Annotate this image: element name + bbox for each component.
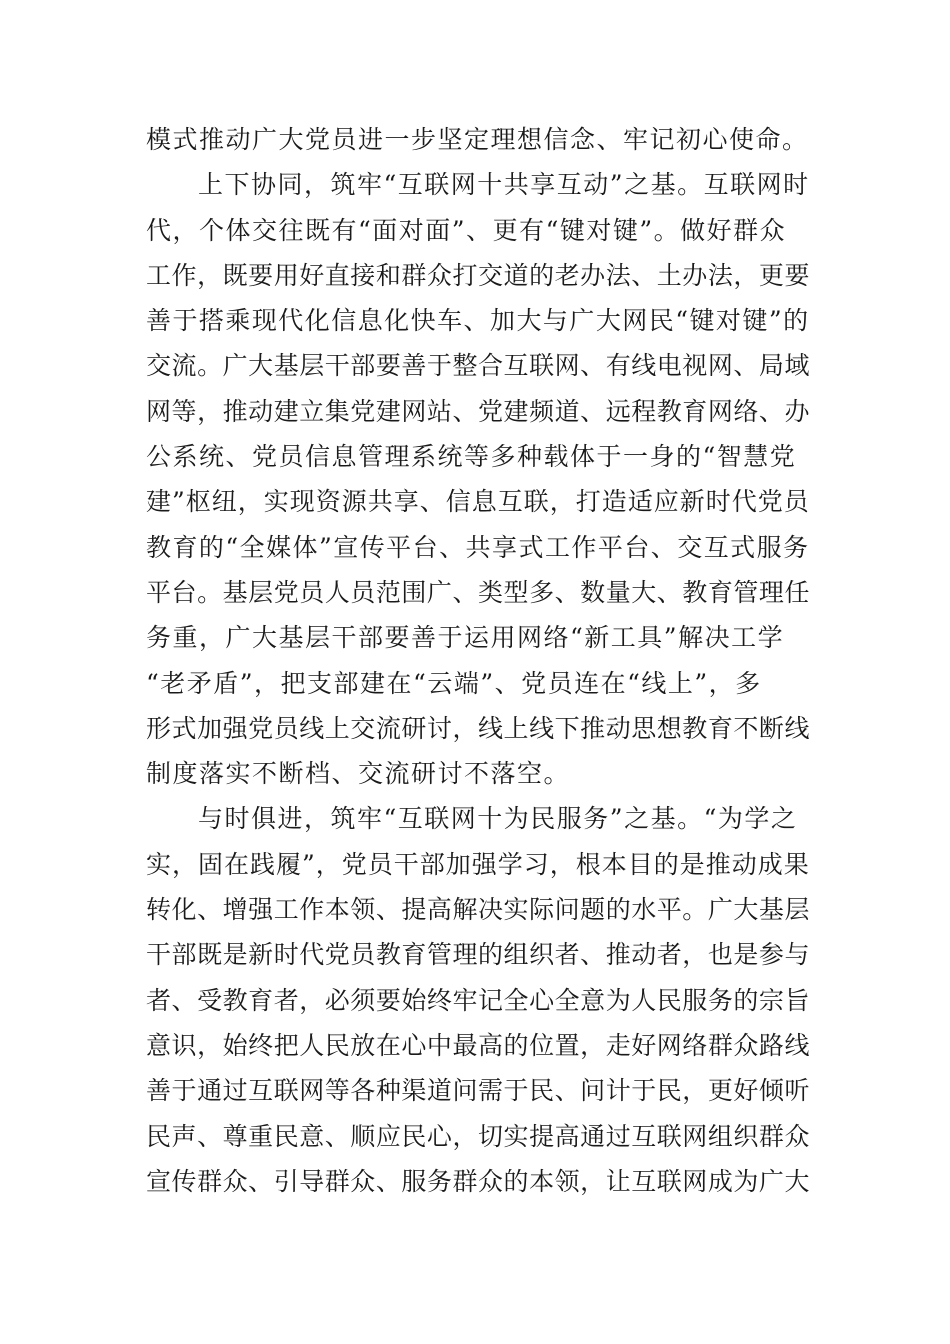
text-line: 模式推动广大党员进一步坚定理想信念、牢记初心使命。 — [146, 125, 809, 154]
body-text — [146, 117, 810, 1204]
text-line: 者、受教育者，必须要始终牢记全心全意为人民服务的宗旨 — [146, 985, 811, 1015]
text-line: 教育的“全媒体”宣传平台、共享式工作平台、交互式服务 — [146, 532, 810, 562]
text-line: “老矛盾”，把支部建在“云端”、党员连在“线上”，多 — [146, 668, 762, 698]
paragraph-start-line: 与时俱进，筑牢“互联网十为民服务”之基。“为学之 — [198, 804, 798, 834]
text-line: 务重，广大基层干部要善于运用网络“新工具”解决工学 — [146, 623, 785, 653]
text-line: 善于通过互联网等各种渠道问需于民、问计于民，更好倾听 — [146, 1076, 811, 1106]
text-line: 意识，始终把人民放在心中最高的位置，走好网络群众路线 — [146, 1030, 811, 1060]
text-line: 民声、尊重民意、顺应民心，切实提高通过互联网组织群众 — [146, 1121, 811, 1151]
text-line: 实，固在践履”，党员干部加强学习，根本目的是推动成果 — [146, 849, 810, 879]
paragraph-start-line: 上下协同，筑牢“互联网十共享互动”之基。互联网时 — [198, 170, 810, 200]
text-line: 转化、增强工作本领、提高解决实际问题的水平。广大基层 — [146, 895, 811, 925]
text-line: 善于搭乘现代化信息化快车、加大与广大网民“键对键”的 — [146, 306, 810, 336]
text-line: 形式加强党员线上交流研讨，线上线下推动思想教育不断线 — [146, 713, 811, 743]
text-line: 工作，既要用好直接和群众打交道的老办法、土办法，更要 — [146, 260, 811, 290]
text-line: 公系统、党员信息管理系统等多种载体于一身的“智慧党 — [146, 442, 797, 472]
text-line: 干部既是新时代党员教育管理的组织者、推动者，也是参与 — [146, 940, 811, 970]
text-line: 交流。广大基层干部要善于整合互联网、有线电视网、局域 — [146, 351, 811, 381]
text-line: 宣传群众、引导群众、服务群众的本领，让互联网成为广大 — [146, 1166, 811, 1196]
text-line: 网等，推动建立集党建网站、党建频道、远程教育网络、办 — [146, 396, 811, 426]
text-line: 制度落实不断档、交流研讨不落空。 — [146, 759, 571, 789]
text-line: 建”枢纽，实现资源共享、信息互联，打造适应新时代党员 — [146, 487, 810, 517]
text-line: 平台。基层党员人员范围广、类型多、数量大、教育管理任 — [146, 577, 811, 607]
text-line: 代，个体交往既有“面对面”、更有“键对键”。做好群众 — [146, 215, 787, 245]
